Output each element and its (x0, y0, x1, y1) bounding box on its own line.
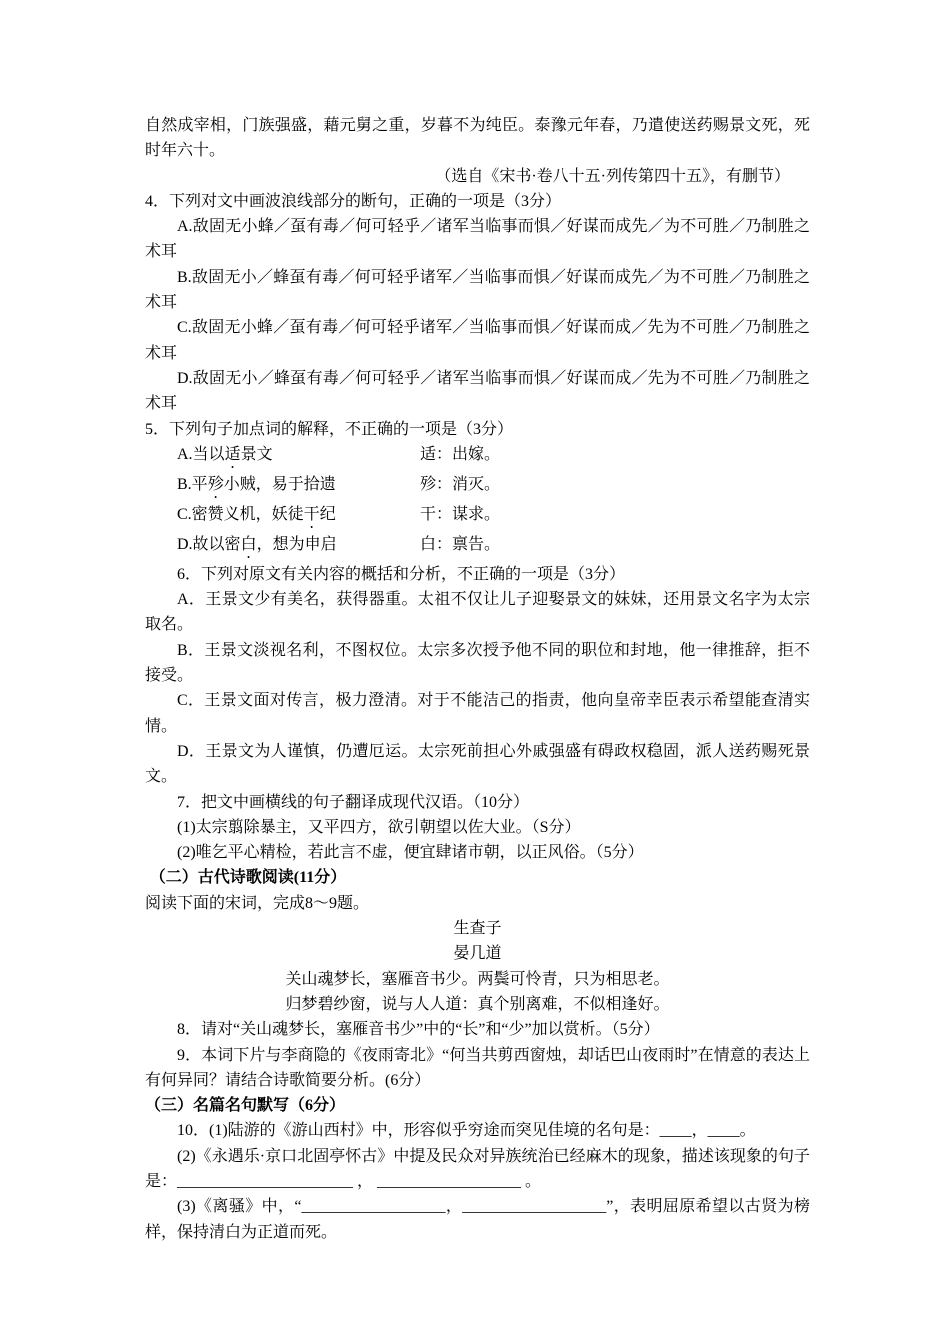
poem-line-1: 关山魂梦长，塞雁音书少。两鬓可怜青，只为相思老。 (285, 970, 670, 988)
poem-line-2: 归梦碧纱窗，说与人人道：真个别离难，不似相逢好。 (285, 995, 670, 1013)
q6-option-a: A．王景文少有美名，获得器重。太祖不仅让儿子迎娶景文的妹妹，还用景文名字为太宗取名。 (145, 591, 810, 634)
q5-option-c-row (145, 502, 810, 532)
section2-instruction: 阅读下面的宋词，完成8～9题。 (145, 894, 370, 912)
q5-option-b-row (145, 472, 810, 502)
q6-option-c: C．王景文面对传言，极力澄清。对于不能洁己的指责，他向皇帝幸臣表示希望能查清实情。 (145, 692, 810, 735)
q5-d-dotted-char: 白 (240, 535, 257, 553)
q7-sentence-2: (2)唯乞平心精检，若此言不虚，便宜肆诸市朝，以正风俗。（5分） (177, 844, 644, 862)
q5-option-a-gloss: 适：出嫁。 (420, 445, 501, 463)
q9-stem: 9．本词下片与李商隐的《夜雨寄北》“何当共剪西窗烛，却话巴山夜雨时”在情意的表达上有何异同？请结合诗歌简要分析。(6分） (145, 1046, 810, 1089)
q6-option-d: D．王景文为人谨慎，仍遭厄运。太宗死前担心外戚强盛有碍政权稳固，派人送药赐死景文。 (145, 742, 810, 786)
q5-option-d-row (145, 532, 810, 562)
q6-option-b: B．王景文淡视名利，不图权位。太宗多次授予他不同的职位和封地，他一律推辞，拒不接受。 (145, 641, 810, 685)
q5-d-post: ，想为申启 (256, 535, 337, 553)
q5-a-post: 景文 (240, 445, 273, 463)
poem-title: 生查子 (453, 920, 502, 938)
q5-option-d-gloss: 白：禀告。 (420, 535, 501, 553)
passage-continuation: 自然成宰相，门族强盛，藉元舅之重，岁暮不为纯臣。泰豫元年春，乃遣使送药赐景文死，死时年六十。 (145, 117, 810, 160)
q5-option-a-phrase (177, 442, 420, 472)
q10-part-1: 10．(1)陆游的《游山西村》中，形容似乎穷途而突见佳境的名句是：____，____。 (177, 1122, 756, 1140)
q5-c-post: 纪 (319, 505, 336, 523)
section2-title: （二）古代诗歌阅读(11分） (149, 869, 347, 887)
q10-part-3: (3)《离骚》中，“__________________，__________________”，表明屈原希望以古贤为榜样，保持清白为正道而死。 (145, 1198, 810, 1241)
q5-b-post: 小贼，易于拾遗 (223, 475, 336, 493)
q5-option-a-row (145, 442, 810, 472)
q4-option-b: B.敌固无小／蜂虿有毒／何可轻乎诸军／当临事而惧／好谋而成先／为不可胜／乃制胜之术耳 (145, 268, 810, 312)
q5-b-pre: B.平 (177, 475, 208, 493)
q5-option-b-gloss: 殄：消灭。 (420, 475, 501, 493)
q4-stem: 4．下列对文中画波浪线部分的断句，正确的一项是（3分） (145, 192, 562, 210)
q5-option-c-gloss: 干：谋求。 (420, 505, 501, 523)
q5-c-pre: C.密赞义机，妖徒 (177, 505, 304, 523)
q5-a-pre: A.当以 (177, 445, 225, 463)
poem-author: 晏几道 (453, 945, 502, 963)
q5-a-dotted-char: 适 (224, 445, 241, 463)
q5-b-dotted-char: 殄 (207, 475, 224, 493)
passage-source-line: （选自《宋书·卷八十五·列传第四十五》，有删节） (435, 167, 790, 185)
q10-part-2: (2)《永遇乐·京口北固亭怀古》中提及民众对异族统治已经麻木的现象，描述该现象的句子是：______________________ ， __________________ 。 (145, 1147, 810, 1190)
q5-c-dotted-char: 干 (303, 505, 320, 523)
section3-title: （三）名篇名句默写（6分） (145, 1097, 346, 1115)
q5-d-pre: D.故以密 (177, 535, 241, 553)
q4-option-c: C.敌固无小蜂／虿有毒／何可轻乎诸军／当临事而惧／好谋而成／先为不可胜／乃制胜之术耳 (145, 319, 810, 362)
q5-option-d-phrase (177, 532, 420, 562)
q5-option-b-phrase (177, 472, 420, 502)
q8-stem: 8．请对“关山魂梦长，塞雁音书少”中的“长”和“少”加以赏析。（5分） (177, 1021, 660, 1039)
q5-stem: 5．下列句子加点词的解释，不正确的一项是（3分） (145, 420, 514, 438)
q5-option-c-phrase (177, 502, 420, 532)
q4-option-a: A.敌固无小蜂／虿有毒／何可轻乎／诸军当临事而惧／好谋而成先／为不可胜／乃制胜之术耳 (145, 218, 810, 261)
q7-stem: 7．把文中画横线的句子翻译成现代汉语。（10分） (177, 793, 530, 811)
q7-sentence-1: (1)太宗翦除暴主，又平四方，欲引朝望以佐大业。（S分） (177, 818, 581, 836)
q6-stem: 6．下列对原文有关内容的概括和分析，不正确的一项是（3分） (177, 565, 626, 583)
q4-option-d: D.敌固无小／蜂虿有毒／何可轻乎／诸军当临事而惧／好谋而成／先为不可胜／乃制胜之术耳 (145, 369, 810, 413)
